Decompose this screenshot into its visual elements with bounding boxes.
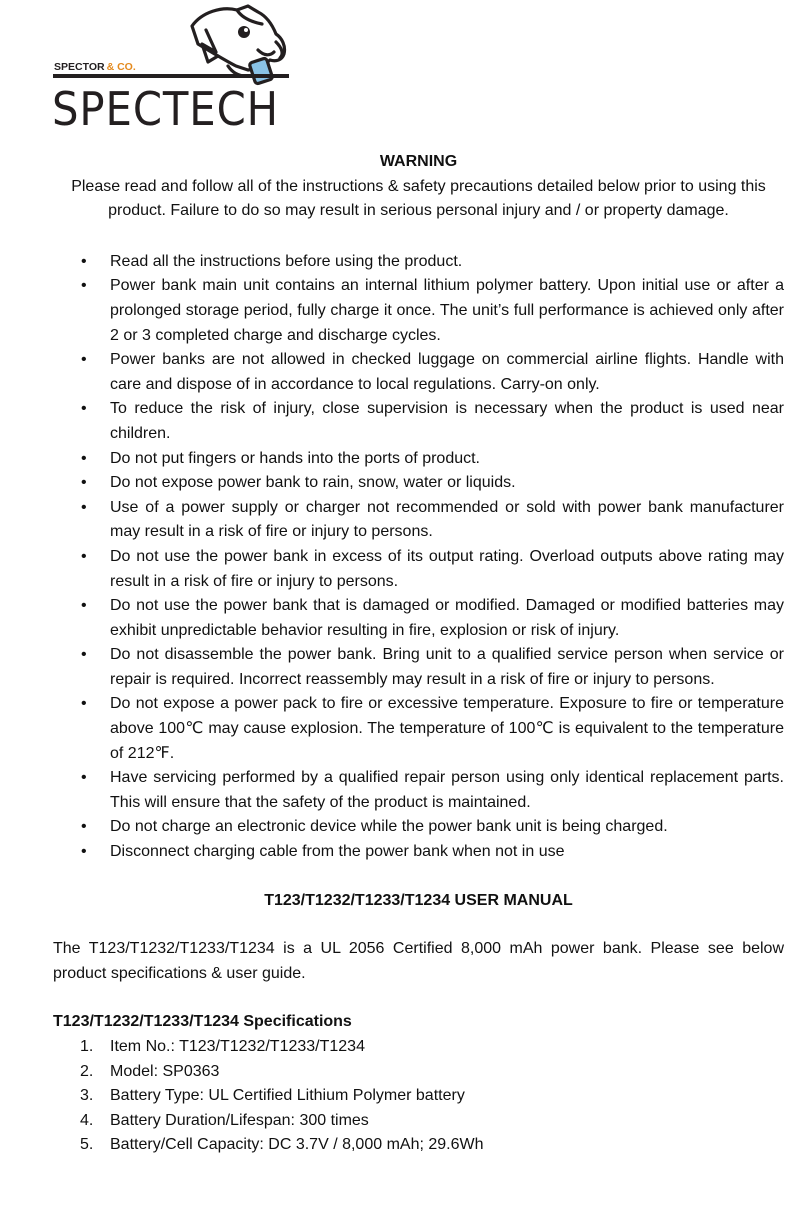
spec-item: [53, 1060, 784, 1085]
spec-number: 3.: [80, 1087, 94, 1105]
spec-item: [53, 1035, 784, 1060]
safety-list: [53, 250, 784, 865]
dog-mascot-icon: [192, 6, 285, 84]
list-item: • Do not use the power bank in excess of its output rating. Overload outputs above rating may result in a risk of fire or injury to persons.: [53, 545, 784, 594]
warning-text: Please read and follow all of the instructions & safety precautions detailed below prior to using this product. Failure to do so may result in serious personal injury and / or property damage.: [71, 177, 766, 220]
list-item: • Do not expose power bank to rain, snow, water or liquids.: [53, 471, 784, 496]
spec-text: Battery Duration/Lifespan: 300 times: [110, 1111, 369, 1129]
document-body: [53, 150, 784, 1158]
logo-small-text: SPECTOR & CO.: [54, 61, 136, 73]
list-item: • Power banks are not allowed in checked luggage on commercial airline flights. Handle with care and dispose of in accordance to local regulations. Carry-on only.: [53, 348, 784, 397]
list-item: • Do not charge an electronic device while the power bank unit is being charged.: [53, 815, 784, 840]
specs-title: T123/T1232/T1233/T1234 Specifications: [53, 1013, 352, 1031]
manual-intro: The T123/T1232/T1233/T1234 is a UL 2056 Certified 8,000 mAh power bank. Please see below product specifications & user guide.: [53, 940, 784, 982]
spec-number: 5.: [80, 1136, 94, 1154]
spec-item: [53, 1084, 784, 1109]
spec-text: Model: SP0363: [110, 1062, 220, 1080]
spec-number: 1.: [80, 1038, 94, 1055]
list-item: • Disconnect charging cable from the power bank when not in use: [53, 840, 784, 865]
list-item: • Power bank main unit contains an internal lithium polymer battery. Upon initial use or after a prolonged storage period, fully charge it once. The unit’s full performance is achieved only after 2 or 3 completed charge and discharge cycles.: [53, 274, 784, 348]
spec-item: [53, 1109, 784, 1134]
spec-number: 2.: [80, 1062, 94, 1080]
spec-text: Item No.: T123/T1232/T1233/T1234: [110, 1038, 365, 1055]
spec-item: [53, 1133, 784, 1158]
list-item: • Do not use the power bank that is damaged or modified. Damaged or modified batteries may exhibit unpredictable behavior resulting in fire, explosion or risk of injury.: [53, 594, 784, 643]
manual-title: T123/T1232/T1233/T1234 USER MANUAL: [264, 891, 573, 909]
list-item: • Use of a power supply or charger not recommended or sold with power bank manufacturer may result in a risk of fire or injury to persons.: [53, 496, 784, 545]
spec-number: 4.: [80, 1111, 94, 1129]
warning-title: WARNING: [379, 153, 458, 170]
spec-text: Battery/Cell Capacity: DC 3.7V / 8,000 mAh; 29.6Wh: [110, 1136, 484, 1154]
logo-divider: [53, 74, 289, 78]
list-item: • Do not disassemble the power bank. Bring unit to a qualified service person when service or repair is required. Incorrect reassembly may result in a risk of fire or injury to persons.: [53, 643, 784, 692]
list-item: • Do not expose a power pack to fire or excessive temperature. Exposure to fire or temperature above 100℃ may cause explosion. The temperature of 100℃ is equivalent to the temperature of 212℉.: [53, 692, 784, 766]
spec-text: Battery Type: UL Certified Lithium Polymer battery: [110, 1087, 465, 1105]
list-item: • Have servicing performed by a qualified repair person using only identical replacement parts. This will ensure that the safety of the product is maintained.: [53, 766, 784, 815]
list-item: • Read all the instructions before using the product.: [53, 250, 784, 275]
specs-list: [53, 1035, 784, 1158]
spectech-logo: [52, 4, 292, 130]
list-item: • To reduce the risk of injury, close supervision is necessary when the product is used near children.: [53, 397, 784, 446]
logo-brand-text: SPECTECH: [52, 82, 279, 130]
list-item: • Do not put fingers or hands into the ports of product.: [53, 447, 784, 472]
